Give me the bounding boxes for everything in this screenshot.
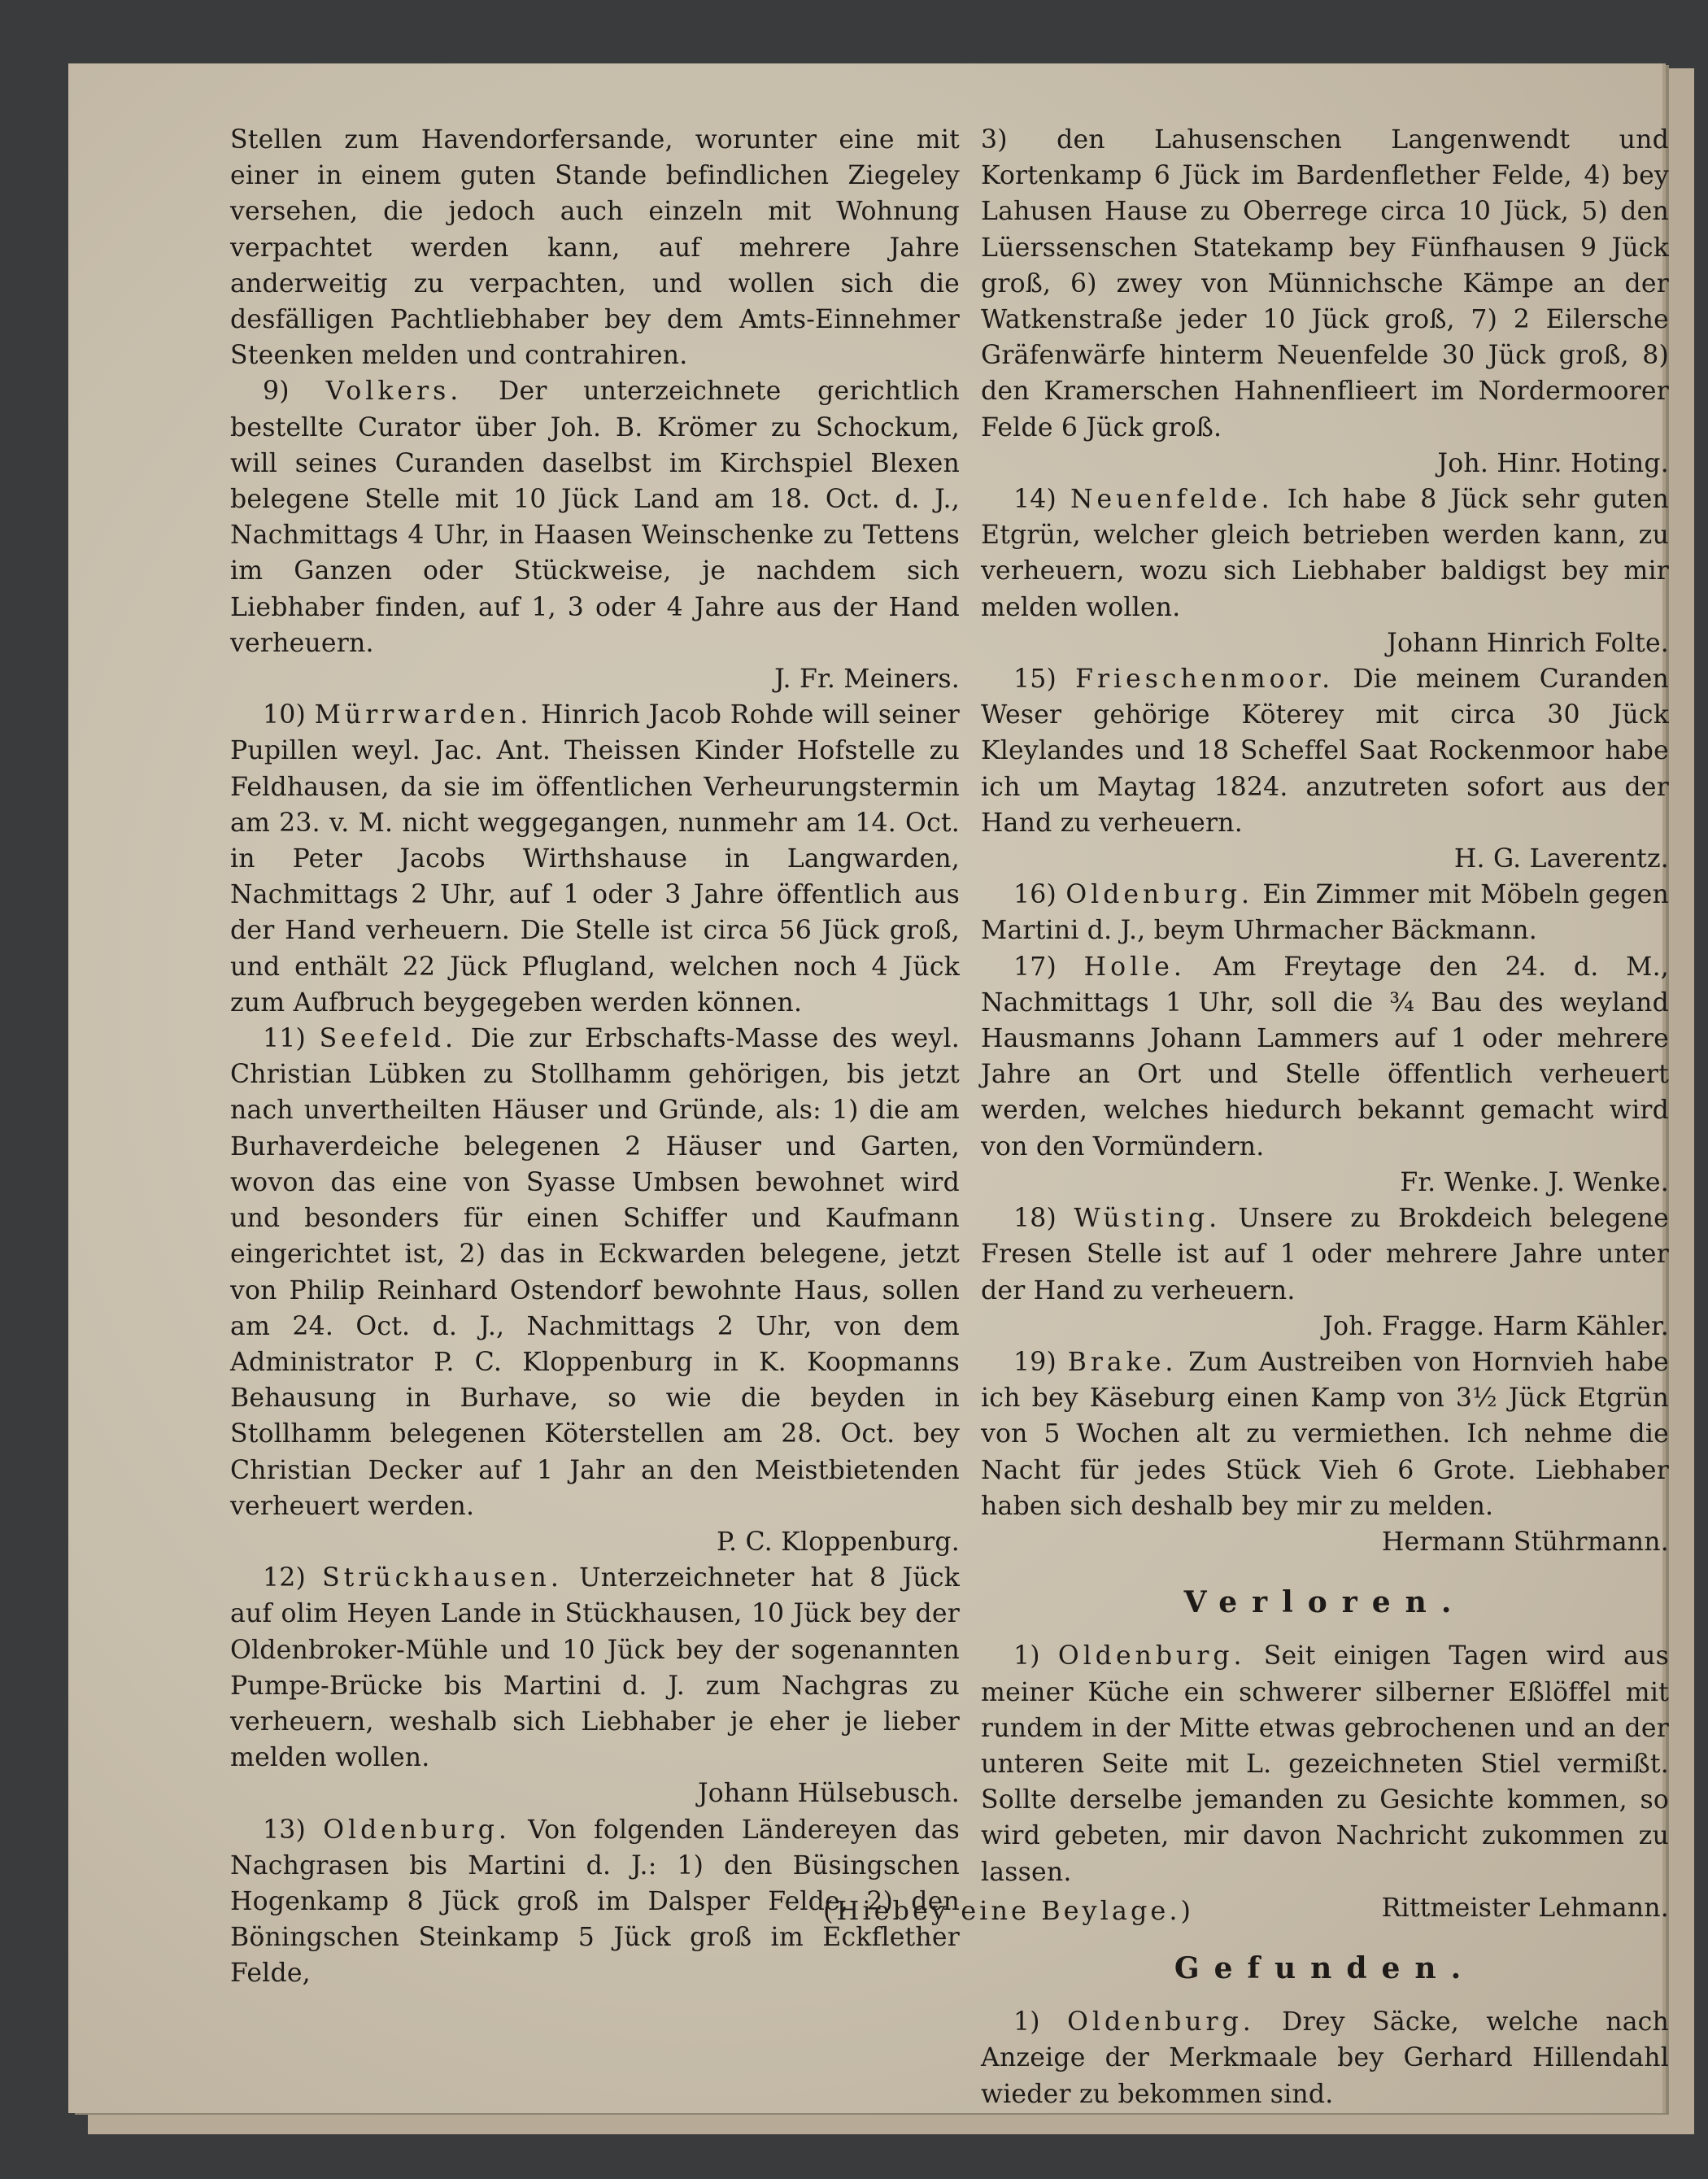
entry-text: Von folgenden Ländereyen das Nachgrasen bis Martini d. J.: 1) den Büsingschen Hogenkamp 8 Jück groß im Dalsper Felde, 2) den Böningschen Steinkamp 5 Jück groß im Eckflether Felde,: [230, 1815, 961, 1989]
signature: Rittmeister Lehmann.: [1381, 1893, 1669, 1923]
paragraph-text: 3) den Lahusenschen Langenwendt und Kortenkamp 6 Jück im Bardenflether Felde, 4) bey Lahusen Hause zu Oberrege circa 10 Jück, 5) den Lüerssenschen Statekamp bey Fünfhausen 9 Jück groß, 6) zwey von Münnichsche Kämpe an der Watkenstraße jeder 10 Jück groß, 7) 2 Eilersche Gräfenwärfe hinterm Neuenfelde 30 Jück groß, 8) den Kramerschen Hahnenflieert im Nordermoorer Felde 6 Jück groß.: [981, 125, 1669, 442]
entry-number: 1): [1013, 1641, 1058, 1671]
entry-location: Neuenfelde.: [1070, 485, 1274, 515]
notice-entry: [981, 2004, 1669, 2112]
notice-entry: [981, 1638, 1669, 1889]
entry-number: 13): [263, 1815, 324, 1845]
notice-entry: [230, 373, 960, 661]
entry-location: Frieschenmoor.: [1075, 665, 1335, 695]
entry-text: Unsere zu Brokdeich belegene Fresen Stelle ist auf 1 oder mehrere Jahre unter der Hand zu verheuern.: [981, 1204, 1670, 1305]
entry-text: Ein Zimmer mit Möbeln gegen Martini d. J., beym Uhrmacher Bäckmann.: [981, 880, 1670, 946]
entry-number: 10): [263, 700, 315, 730]
entry-number: 17): [1013, 952, 1084, 982]
entry-location: Wüsting.: [1074, 1204, 1222, 1234]
entry-location: Seefeld.: [319, 1024, 458, 1054]
supplement-note: (Hiebey eine Beylage.): [822, 1895, 1195, 1926]
entry-text: Am Freytage den 24. d. M., Nachmittags 1 Uhr, soll die ¾ Bau des weyland Hausmanns Johann Lammers auf 1 oder mehrere Jahre an Ort und Stelle öffentlich verheuert werden, welches hiedurch bekannt gemacht wird von den Vormündern.: [981, 952, 1670, 1161]
entry-text: Unterzeichneter hat 8 Jück auf olim Heyen Lande in Stückhausen, 10 Jück bey der Oldenbroker-Mühle und 10 Jück bey der sogenannten Pumpe-Brücke bis Martini d. J. zum Nachgras zu verheuern, weshalb sich Liebhaber je eher je lieber melden wollen.: [230, 1563, 960, 1773]
signature: P. C. Kloppenburg.: [717, 1527, 960, 1557]
entry-location: Oldenburg.: [1065, 880, 1254, 910]
entry-text: Drey Säcke, welche nach Anzeige der Merkmaale bey Gerhard Hillendahl wieder zu bekommen sind.: [981, 2007, 1670, 2109]
notice-entry: [981, 877, 1669, 948]
right-column: [981, 122, 1669, 2112]
signature: Joh. Fragge. Harm Kähler.: [1322, 1311, 1669, 1341]
notice-entry: [981, 1201, 1669, 1309]
notice-entry: [981, 482, 1669, 625]
entry-location: Oldenburg.: [323, 1815, 511, 1845]
signature: H. G. Laverentz.: [1453, 844, 1669, 874]
entry-location: Brake.: [1067, 1347, 1178, 1377]
notice-entry: [981, 949, 1669, 1165]
entry-number: 19): [1013, 1347, 1068, 1377]
entry-location: Oldenburg.: [1067, 2007, 1255, 2037]
signature: Johann Hinrich Folte.: [1387, 628, 1669, 658]
signature: Joh. Hinr. Hoting.: [1437, 448, 1669, 478]
notice-entry: [981, 661, 1669, 841]
section-heading: Gefunden.: [1174, 1950, 1476, 1985]
notice-entry: [230, 697, 960, 1021]
entry-text: Ich habe 8 Jück sehr guten Etgrün, welcher gleich betrieben werden kann, zu verheuern, wozu sich Liebhaber baldigst bey mir melden wollen.: [981, 485, 1669, 622]
left-column: [230, 122, 960, 1992]
entry-text: Die zur Erbschafts-Masse des weyl. Christian Lübken zu Stollhamm gehörigen, bis jetzt nach unvertheilten Häuser und Gründe, als: 1) die am Burhaverdeiche belegenen 2 Häuser und Garten, wovon das eine von Syasse Umbsen bewohnet wird und besonders für einen Schiffer und Kaufmann eingerichtet ist, 2) das in Eckwarden belegene, jetzt von Philip Reinhard Ostendorf bewohnte Haus, sollen am 24. Oct. d. J., Nachmittags 2 Uhr, von dem Administrator P. C. Kloppenburg in K. Koopmanns Behausung in Burhave, so wie die beyden in Stollhamm belegenen Köterstellen am 28. Oct. bey Christian Decker auf 1 Jahr an den Meistbietenden verheuert werden.: [230, 1024, 960, 1521]
entry-number: 1): [1013, 2007, 1068, 2037]
signature: Fr. Wenke. J. Wenke.: [1400, 1167, 1669, 1197]
entry-text: Der unterzeichnete gerichtlich bestellte Curator über Joh. B. Krömer zu Schockum, will seines Curanden daselbst im Kirchspiel Blexen belegene Stelle mit 10 Jück Land am 18. Oct. d. J., Nachmittags 4 Uhr, in Haasen Weinschenke zu Tettens im Ganzen oder Stückweise, je nachdem sich Liebhaber finden, auf 1, 3 oder 4 Jahre aus der Hand verheuern.: [230, 377, 960, 658]
entry-number: 15): [1013, 665, 1076, 695]
signature: Johann Hülsebusch.: [697, 1779, 960, 1809]
entry-text: Die meinem Curanden Weser gehörige Köterey mit circa 30 Jück Kleylandes und 18 Scheffel Saat Rockenmoor habe ich um Maytag 1824. anzutreten sofort aus der Hand zu verheuern.: [981, 665, 1669, 838]
signature: J. Fr. Meiners.: [774, 665, 960, 695]
paragraph-text: Stellen zum Havendorfersande, worunter eine mit einer in einem guten Stande befindlichen Ziegeley versehen, die jedoch auch einzeln mit Wohnung verpachtet werden kann, auf mehrere Jahre anderweitig zu verpachten, und wollen sich die desfälligen Pachtliebhaber bey dem Amts-Einnehmer Steenken melden und contrahiren.: [230, 125, 960, 371]
entry-text: Hinrich Jacob Rohde will seiner Pupillen weyl. Jac. Ant. Theissen Kinder Hofstelle zu Feldhausen, da sie im öffentlichen Verheurungstermin am 23. v. M. nicht weggegangen, nunmehr am 14. Oct. in Peter Jacobs Wirthshause in Langwarden, Nachmittags 2 Uhr, auf 1 oder 3 Jahre öffentlich aus der Hand verheuern. Die Stelle ist circa 56 Jück groß, und enthält 22 Jück Pflugland, welchen noch 4 Jück zum Aufbruch beygegeben werden können.: [230, 700, 960, 1018]
entry-text: Zum Austreiben von Hornvieh habe ich bey Käseburg einen Kamp von 3½ Jück Etgrün von 5 Wochen alt zu vermiethen. Ich nehme die Nacht für jedes Stück Vieh 6 Grote. Liebhaber haben sich deshalb bey mir zu melden.: [981, 1347, 1670, 1521]
notice-entry: [230, 1021, 960, 1524]
entry-number: 12): [263, 1563, 323, 1593]
entry-number: 9): [263, 377, 326, 407]
signature: Hermann Stührmann.: [1381, 1527, 1669, 1557]
entry-number: 11): [263, 1024, 320, 1054]
entry-location: Oldenburg.: [1057, 1641, 1246, 1671]
entry-text: Seit einigen Tagen wird aus meiner Küche ein schwerer silberner Eßlöffel mit rundem in der Mitte etwas gebrochenen und an der unteren Seite mit L. gezeichneten Stiel vermißt. Sollte derselbe jemanden zu Gesichte kommen, so wird gebeten, mir davon Nachricht zukommen zu lassen.: [981, 1641, 1669, 1887]
notice-paragraph: [230, 122, 960, 373]
notice-entry: [981, 1344, 1669, 1524]
notice-paragraph: [981, 122, 1669, 446]
entry-location: Holle.: [1083, 952, 1186, 982]
section-heading: Verloren.: [1183, 1585, 1466, 1620]
notice-entry: [230, 1560, 960, 1776]
entry-number: 16): [1013, 880, 1066, 910]
entry-location: Strückhausen.: [322, 1563, 563, 1593]
entry-number: 14): [1013, 485, 1070, 515]
entry-number: 18): [1013, 1204, 1074, 1234]
entry-location: Mürrwarden.: [314, 700, 533, 730]
entry-location: Volkers.: [325, 377, 463, 407]
